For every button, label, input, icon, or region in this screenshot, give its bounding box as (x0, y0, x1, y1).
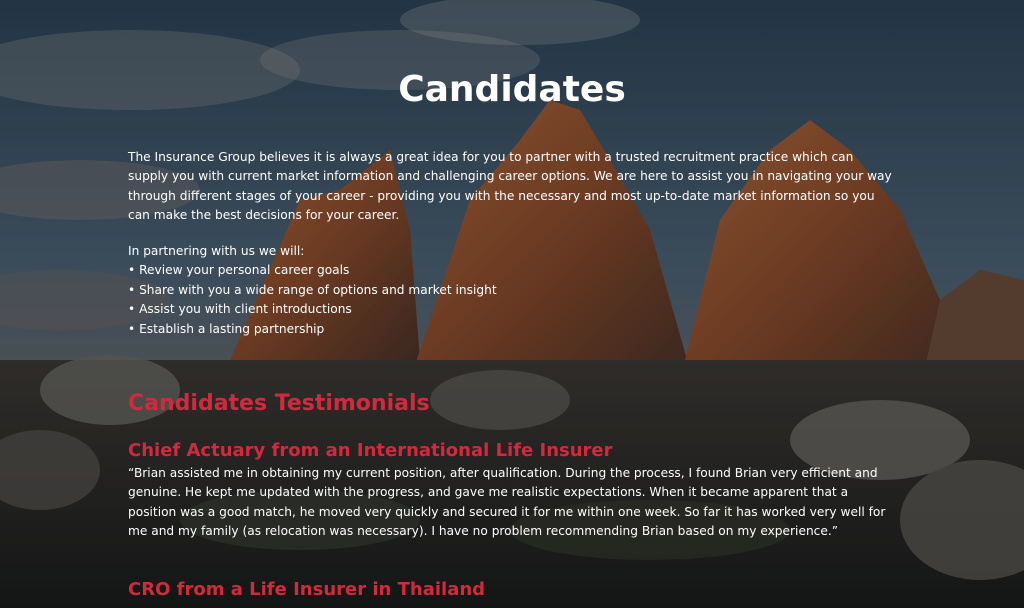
page-title: Candidates (398, 69, 626, 110)
partnering-section (128, 242, 896, 339)
list-item: • Review your personal career goals (128, 263, 350, 278)
partnering-list (128, 261, 896, 339)
testimonial-title: CRO from a Life Insurer in Thailand (128, 579, 486, 600)
list-item: • Assist you with client introductions (128, 302, 352, 317)
intro-paragraph: The Insurance Group believes it is always a great idea for you to partner with a trusted recruitment practice which can supply you with current market information and challenging career options. We are here to assist you in navigating your way through different stages of your career - providing you with the necessary and most up-to-date market information so you can make the best decisions for your career. (128, 150, 892, 223)
partnering-lead: In partnering with us we will: (128, 244, 305, 258)
list-item: • Share with you a wide range of options and market insight (128, 282, 497, 297)
testimonial-title: Chief Actuary from an International Life Insurer (128, 440, 613, 461)
list-item: • Establish a lasting partnership (128, 321, 325, 336)
testimonial-quote: “Brian assisted me in obtaining my current position, after qualification. During the process, I found Brian very efficient and genuine. He kept me updated with the progress, and gave me realistic expectations. When it became apparent that a position was a good match, he moved very quickly and secured it for me within one week. So far it has worked very well for me and my family (as relocation was necessary). I have no problem recommending Brian based on my experience.” (128, 466, 886, 539)
testimonials-heading: Candidates Testimonials (128, 391, 430, 416)
